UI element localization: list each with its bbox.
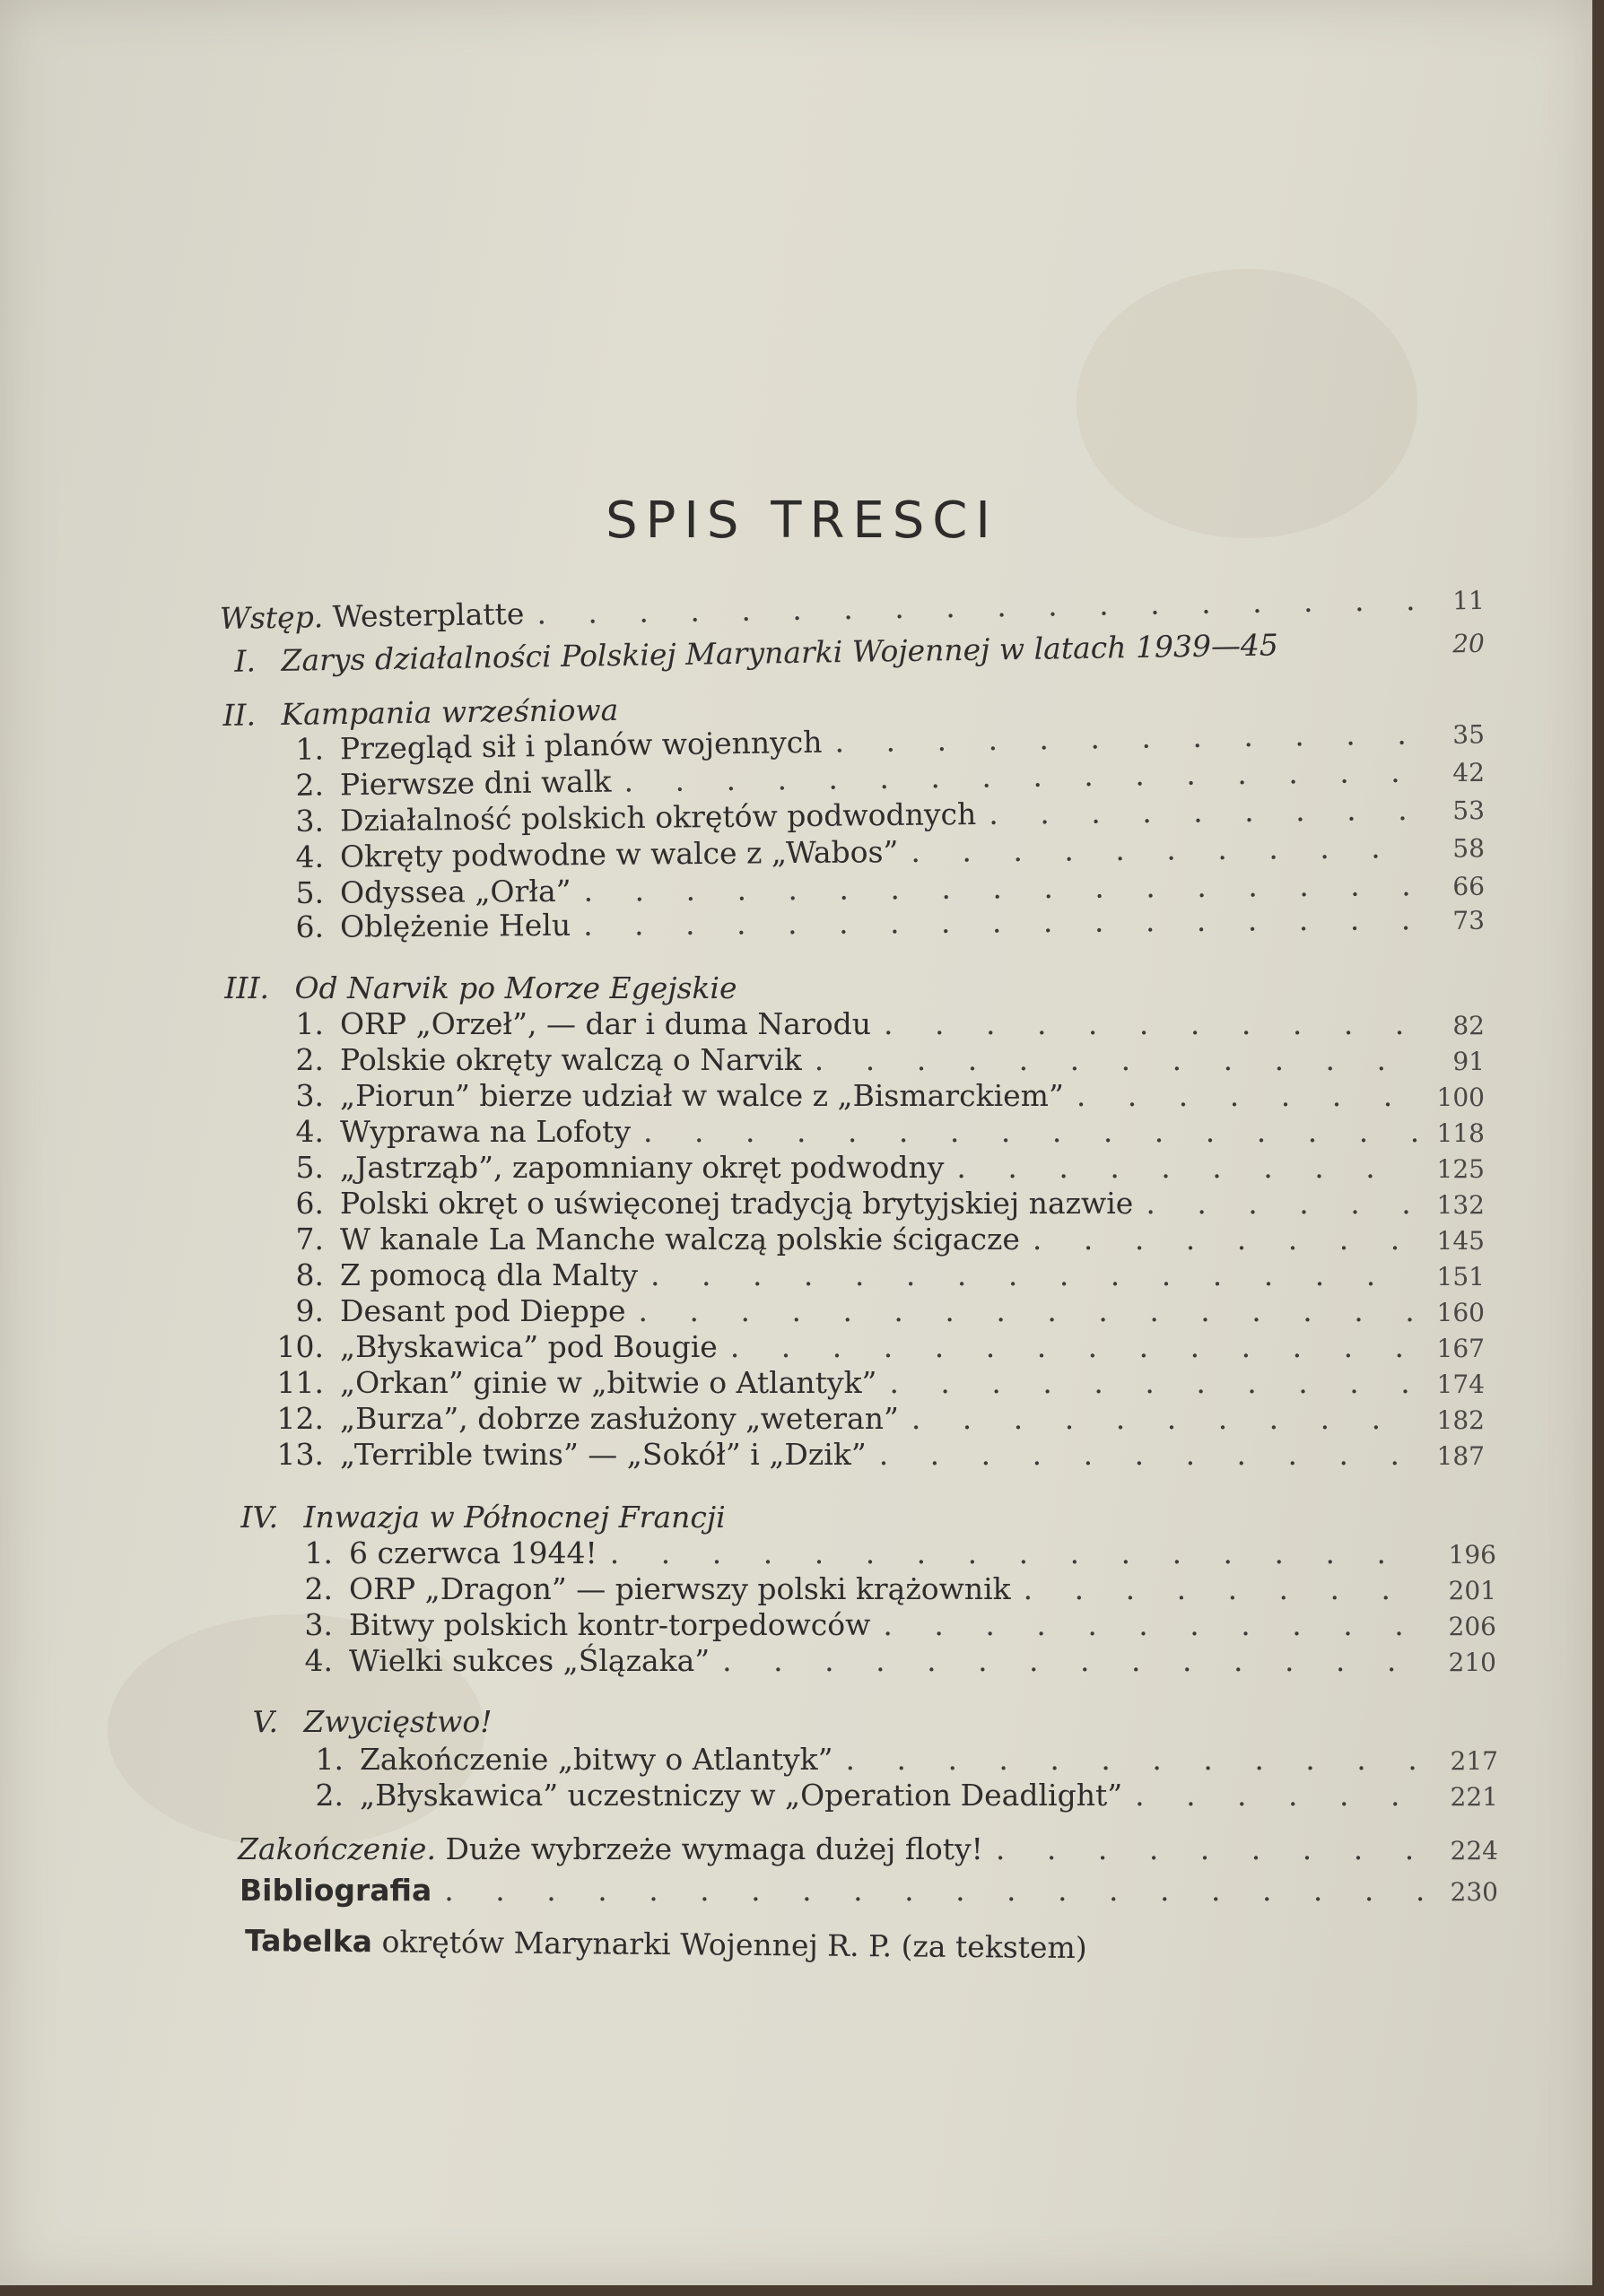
page-number: 58 — [1452, 833, 1486, 864]
toc-section-3 — [220, 970, 1485, 1005]
leader-dots — [610, 1535, 1430, 1570]
toc-section-5 — [247, 1704, 1485, 1739]
entry-number: III. — [224, 970, 269, 1005]
entry-title: Westerplatte — [332, 596, 525, 635]
entry-number: 2. — [295, 1042, 324, 1077]
entry-number: 3. — [295, 1078, 324, 1113]
entry-number: 1. — [295, 731, 325, 767]
leader-dots — [911, 1401, 1418, 1436]
leader-dots — [623, 754, 1418, 799]
entry-number: IV. — [240, 1500, 278, 1535]
toc-entry — [290, 901, 1485, 944]
page-number: 187 — [1436, 1441, 1485, 1471]
toc-entry — [275, 1365, 1485, 1400]
page-number: 230 — [1450, 1877, 1498, 1907]
leader-dots — [879, 1437, 1418, 1472]
leader-dots — [583, 901, 1418, 942]
entry-number: 5. — [295, 1150, 324, 1185]
entry-title: 6 czerwca 1944! — [349, 1535, 597, 1570]
leader-dots — [722, 1643, 1430, 1678]
entry-number: I. — [234, 643, 257, 679]
entry-number: 1. — [304, 1535, 333, 1570]
page-number: 182 — [1436, 1405, 1485, 1435]
page-number: 91 — [1452, 1047, 1485, 1076]
page-number: 11 — [1451, 585, 1486, 616]
leader-dots — [834, 716, 1418, 759]
page-number: 73 — [1452, 905, 1486, 935]
page-number: 221 — [1450, 1782, 1498, 1812]
section-title: Kampania wrześniowa — [281, 691, 619, 733]
entry-number: 1. — [295, 1006, 324, 1041]
entry-title: Polski okręt o uświęconej tradycją brytyjskiej nazwie — [340, 1186, 1134, 1221]
page-number: 42 — [1452, 757, 1486, 788]
entry-title: Z pomocą dla Malty — [340, 1257, 638, 1292]
page-number: 82 — [1452, 1011, 1485, 1040]
leader-dots — [845, 1742, 1432, 1777]
entry-title: Wyprawa na Lofoty — [340, 1114, 632, 1149]
toc-entry — [290, 1078, 1485, 1113]
leader-dots — [956, 1150, 1418, 1185]
page-number: 174 — [1436, 1370, 1485, 1399]
leader-dots — [889, 1365, 1418, 1400]
toc-entry — [275, 1329, 1485, 1364]
page-number: 217 — [1450, 1746, 1498, 1776]
entry-number: 2. — [315, 1778, 344, 1813]
entry-title: Polskie okręty walczą o Narvik — [340, 1042, 802, 1077]
entry-title: „Orkan” ginie w „bitwie o Atlantyk” — [340, 1365, 877, 1400]
entry-title: Pierwsze dni walk — [339, 763, 612, 803]
toc-entry — [290, 1293, 1485, 1328]
entry-prefix: Tabelka — [244, 1923, 373, 1960]
toc-entry — [290, 1186, 1485, 1221]
leader-dots — [815, 1042, 1418, 1077]
entry-title: Oblężenie Helu — [339, 907, 571, 944]
leader-dots — [996, 1831, 1432, 1866]
entry-title: „Błyskawica” uczestniczy w „Operation Deadlight” — [360, 1778, 1123, 1813]
toc-entry — [299, 1571, 1496, 1606]
entry-prefix: Wstęp. — [219, 599, 324, 636]
page-number: 167 — [1436, 1334, 1485, 1363]
page-number: 100 — [1436, 1083, 1485, 1112]
page-number: 125 — [1436, 1154, 1485, 1184]
page-number: 145 — [1436, 1226, 1485, 1256]
page-title: SPIS TRESCI — [606, 491, 998, 550]
entry-title: Wielki sukces „Ślązaka” — [349, 1643, 710, 1678]
leader-dots — [650, 1257, 1418, 1292]
page-number: 206 — [1448, 1612, 1496, 1641]
entry-number: V. — [252, 1704, 278, 1739]
toc-entry — [290, 1006, 1485, 1041]
toc-entry — [290, 1042, 1485, 1077]
section-title: Zwycięstwo! — [303, 1704, 493, 1739]
entry-title: „Jastrząb”, zapomniany okręt podwodny — [340, 1150, 945, 1185]
page-number: 210 — [1448, 1648, 1496, 1677]
leader-dots — [536, 582, 1418, 631]
toc-entry — [290, 1150, 1485, 1185]
toc-entry — [290, 1114, 1485, 1149]
entry-title: Działalność polskich okrętów podwodnych — [339, 796, 977, 839]
entry-title: Desant pod Dieppe — [340, 1293, 626, 1328]
entry-number: 10. — [276, 1329, 324, 1364]
entry-title: okrętów Marynarki Wojennej R. P. (za tekstem) — [381, 1924, 1087, 1966]
entry-number: 5. — [295, 874, 325, 910]
toc-section-4 — [238, 1500, 1485, 1535]
leader-dots — [1024, 1571, 1430, 1606]
toc-entry — [299, 1643, 1496, 1678]
leader-dots — [643, 1114, 1418, 1149]
page-number: 151 — [1436, 1262, 1485, 1292]
entry-number: 8. — [295, 1257, 324, 1292]
entry-number: 6. — [295, 909, 325, 944]
entry-number: 1. — [315, 1742, 344, 1777]
entry-number: 2. — [304, 1571, 333, 1606]
leader-dots — [884, 1006, 1418, 1041]
toc-entry-appendix-table — [245, 1923, 1498, 1969]
section-title: Inwazja w Północnej Francji — [303, 1500, 726, 1535]
page-number: 224 — [1450, 1836, 1498, 1866]
page-number: 201 — [1448, 1576, 1496, 1605]
leader-dots — [883, 1607, 1430, 1642]
entry-title: „Burza”, dobrze zasłużony „weteran” — [340, 1401, 899, 1436]
page-number: 20 — [1451, 628, 1486, 659]
page-number: 53 — [1452, 796, 1486, 826]
toc-entry — [299, 1607, 1496, 1642]
entry-number: 2. — [295, 767, 325, 803]
entry-title: „Błyskawica” pod Bougie — [340, 1329, 718, 1364]
entry-prefix: Zakończenie. — [238, 1831, 436, 1866]
toc-entry — [275, 1401, 1485, 1436]
entry-title: ORP „Dragon” — pierwszy polski krążownik — [349, 1571, 1011, 1606]
leader-dots — [639, 1293, 1418, 1328]
entry-number: 4. — [304, 1643, 333, 1678]
entry-title: Bibliografia — [240, 1873, 432, 1908]
entry-title: ORP „Orzeł”, — dar i duma Narodu — [340, 1006, 871, 1041]
page-number: 132 — [1436, 1190, 1485, 1220]
entry-title: W kanale La Manche walczą polskie ścigacze — [340, 1222, 1020, 1257]
leader-dots — [1146, 1186, 1418, 1221]
toc-entry-bibliography — [240, 1873, 1498, 1908]
toc-entry — [309, 1742, 1498, 1777]
entry-title: Zarys działalności Polskiej Marynarki Wojennej w latach 1939—45 — [281, 627, 1279, 678]
toc-entry — [290, 1257, 1485, 1292]
page-number: 160 — [1436, 1298, 1485, 1327]
entry-title: „Piorun” bierze udział w walce z „Bismarckiem” — [340, 1078, 1064, 1113]
entry-number: 13. — [276, 1437, 324, 1472]
entry-number: 12. — [276, 1401, 324, 1436]
page-number: 196 — [1448, 1540, 1496, 1570]
entry-title: Przegląd sił i planów wojennych — [339, 724, 823, 767]
entry-number: 9. — [295, 1293, 324, 1328]
entry-title: Bitwy polskich kontr-torpedowców — [349, 1607, 871, 1642]
entry-number: 11. — [276, 1365, 324, 1400]
entry-title: Zakończenie „bitwy o Atlantyk” — [360, 1742, 833, 1777]
toc-entry — [299, 1535, 1496, 1570]
toc-entry — [309, 1778, 1498, 1813]
entry-number: 3. — [304, 1607, 333, 1642]
entry-title: Duże wybrzeże wymaga dużej floty! — [445, 1831, 983, 1866]
page-number: 35 — [1452, 719, 1486, 750]
toc-entry-conclusion — [238, 1831, 1498, 1866]
leader-dots — [911, 830, 1418, 869]
leader-dots — [1135, 1778, 1432, 1813]
leader-dots — [730, 1329, 1418, 1364]
toc-entry — [290, 1222, 1485, 1257]
entry-title: „Terrible twins” — „Sokół” i „Dzik” — [340, 1437, 867, 1472]
entry-number: 4. — [295, 839, 325, 874]
toc-entry — [275, 1437, 1485, 1472]
leader-dots — [444, 1873, 1432, 1908]
entry-number: II. — [222, 697, 257, 733]
entry-title: Odyssea „Orła” — [339, 873, 571, 910]
page-number: 66 — [1452, 871, 1486, 901]
entry-number: 4. — [295, 1114, 324, 1149]
leader-dots — [989, 792, 1418, 831]
entry-number: 3. — [295, 803, 325, 839]
entry-title: Okręty podwodne w walce z „Wabos” — [339, 834, 899, 874]
page-number: 118 — [1436, 1118, 1485, 1148]
leader-dots — [1033, 1222, 1418, 1257]
section-title: Od Narvik po Morze Egejskie — [294, 970, 737, 1005]
leader-dots — [1077, 1078, 1418, 1113]
entry-number: 7. — [295, 1222, 324, 1257]
entry-number: 6. — [295, 1186, 324, 1221]
